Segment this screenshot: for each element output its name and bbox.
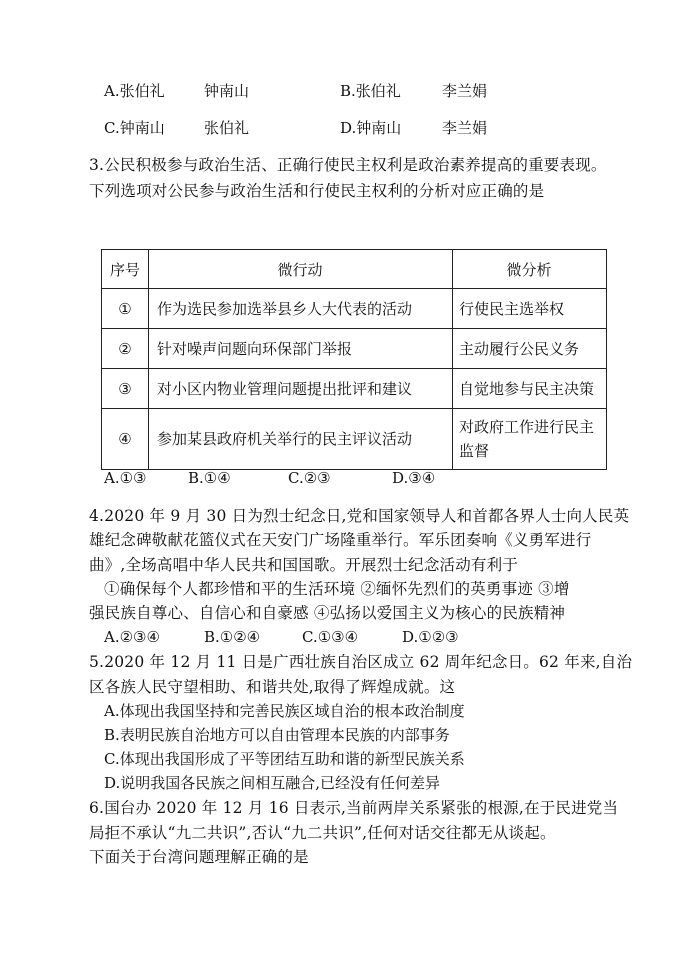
table-cell: 对小区内物业管理问题提出批评和建议 — [149, 369, 453, 409]
q3-stem-line-1: 3.公民积极参与政治生活、正确行使民主权利是政治素养提高的重要表现。 — [89, 156, 607, 174]
option-text: 钟南山 — [356, 119, 402, 137]
q2-option-d-second: 李兰娟 — [442, 119, 488, 137]
q5-stem-line-1: 5.2020 年 12 月 11 日是广西壮族自治区成立 62 周年纪念日。62 年来,自治 — [89, 653, 633, 671]
q3-option-b: B.①④ — [188, 469, 231, 487]
table-cell: ① — [102, 289, 149, 329]
table-cell: 自觉地参与民主决策 — [453, 369, 607, 409]
table-cell-line: 监督 — [459, 442, 490, 460]
table-cell: 作为选民参加选举县乡人大代表的活动 — [149, 289, 453, 329]
option-text: 张伯礼 — [355, 82, 401, 100]
table-cell: 针对噪声问题向环保部门举报 — [149, 329, 453, 369]
q6-stem-line-3: 下面关于台湾问题理解正确的是 — [89, 848, 309, 866]
q3-stem-line-2: 下列选项对公民参与政治生活和行使民主权利的分析对应正确的是 — [89, 182, 545, 200]
q5-option-b: B.表明民族自治地方可以自由管理本民族的内部事务 — [104, 726, 450, 744]
q4-option-a: A.②③④ — [104, 628, 160, 646]
q3-table — [101, 249, 607, 470]
table-cell: 行使民主选举权 — [453, 289, 607, 329]
q4-stem-line-2: 雄纪念碑敬献花篮仪式在天安门广场隆重举行。军乐团奏响《义勇军进行 — [89, 531, 592, 549]
q3-option-d: D.③④ — [392, 469, 436, 487]
q6-stem-line-1: 6.国台办 2020 年 12 月 16 日表示,当前两岸关系紧张的根源,在于民进党当 — [89, 799, 619, 817]
q2-option-a — [104, 81, 165, 101]
q5-stem-line-2: 区各族人民守望相助、和谐共处,取得了辉煌成就。这 — [89, 678, 456, 696]
table-cell: 参加某县政府机关举行的民主评议活动 — [149, 409, 453, 470]
q2-option-c-second: 张伯礼 — [204, 119, 250, 137]
table-cell: ③ — [102, 369, 149, 409]
table-header-row — [102, 250, 607, 289]
q3-option-a: A.①③ — [104, 469, 147, 487]
table-row — [102, 369, 607, 409]
q4-option-c: C.①③④ — [302, 628, 359, 646]
q5-option-a: A.体现出我国坚持和完善民族区域自治的根本政治制度 — [104, 702, 465, 720]
q4-option-b: B.①②④ — [204, 628, 261, 646]
table-cell: ② — [102, 329, 149, 369]
q2-option-d — [340, 118, 401, 138]
table-header: 微行动 — [149, 250, 453, 289]
q4-item-line-2: 强民族自尊心、自信心和自豪感 ④弘扬以爱国主义为核心的民族精神 — [89, 604, 566, 622]
option-label: B. — [340, 82, 356, 100]
table-cell-line: 对政府工作进行民主 — [459, 418, 595, 436]
q2-option-b — [340, 81, 401, 101]
table-cell: 主动履行公民义务 — [453, 329, 607, 369]
q4-stem-line-1: 4.2020 年 9 月 30 日为烈士纪念日,党和国家领导人和首都各界人士向人民英 — [89, 507, 630, 525]
q2-option-a-second: 钟南山 — [204, 82, 250, 100]
option-label: D. — [340, 119, 357, 137]
q4-stem-line-3: 曲》,全场高唱中华人民共和国国歌。开展烈士纪念活动有利于 — [89, 556, 519, 574]
table-header: 序号 — [102, 250, 149, 289]
q4-option-d: D.①②③ — [402, 628, 459, 646]
q2-option-c — [104, 118, 165, 138]
option-label: A. — [104, 82, 120, 100]
option-text: 张伯礼 — [119, 82, 165, 100]
q4-item-line-1: ①确保每个人都珍惜和平的生活环境 ②缅怀先烈们的英勇事迹 ③增 — [104, 580, 570, 598]
q3-option-c: C.②③ — [288, 469, 331, 487]
q6-stem-line-2: 局拒不承认“九二共识”,否认“九二共识”,任何对话交往都无从谈起。 — [89, 824, 556, 842]
table-cell — [453, 409, 607, 470]
table-header: 微分析 — [453, 250, 607, 289]
q5-option-c: C.体现出我国形成了平等团结互助和谐的新型民族关系 — [104, 750, 465, 768]
table-row — [102, 409, 607, 470]
option-text: 钟南山 — [119, 119, 165, 137]
table-row — [102, 289, 607, 329]
option-label: C. — [104, 119, 120, 137]
table-row — [102, 329, 607, 369]
q2-option-b-second: 李兰娟 — [442, 82, 488, 100]
table-cell: ④ — [102, 409, 149, 470]
q5-option-d: D.说明我国各民族之间相互融合,已经没有任何差异 — [104, 774, 441, 792]
